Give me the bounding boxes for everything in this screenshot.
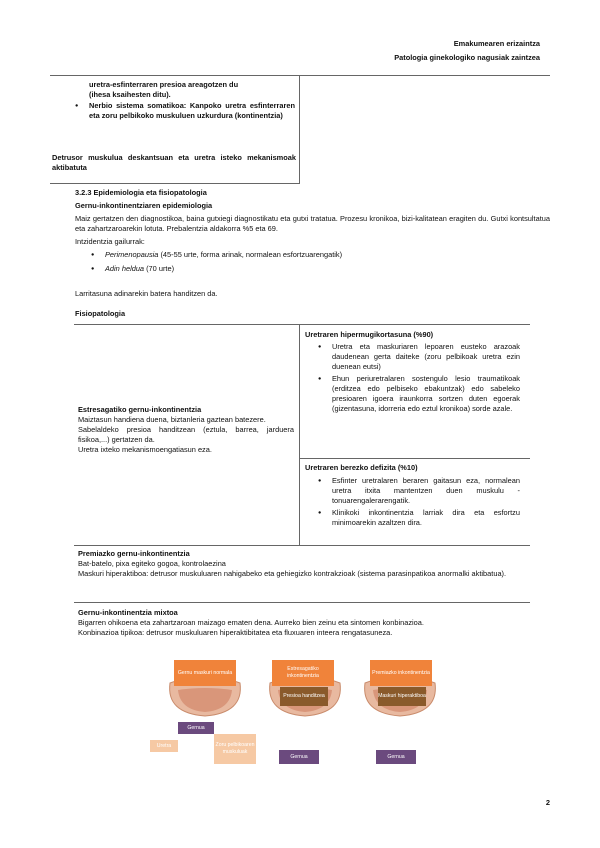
- deficit-title: Uretraren berezko defizita (%10): [305, 463, 418, 472]
- deficit-list: [318, 476, 520, 528]
- panel2-mid-label: Presioa handitzea: [280, 687, 328, 706]
- divider: [299, 324, 300, 545]
- list-item: ● Adin heldua (70 urte): [91, 264, 531, 274]
- divider: [50, 183, 300, 184]
- list-item: ● Nerbio sistema somatikoa: Kanpoko uretra esfinterraren eta zoru pelbikoko muskuluen uzkurdura (kontinentzia): [75, 101, 295, 121]
- divider: [74, 545, 530, 546]
- bladder-figure-bottom: [150, 720, 450, 766]
- list-item: ● Klinikoki inkontinentzia larriak dira eta esfortzu minimoarekin azaltzen dira.: [318, 508, 520, 528]
- panel1-top-label: Gernu maskuri normala: [174, 660, 236, 686]
- section-heading: 3.2.3 Epidemiologia eta fisiopatologia: [75, 188, 207, 197]
- header-subtitle: Patologia ginekologiko nagusiak zaintzea: [394, 53, 540, 62]
- mixed-box: Gernu-inkontinentzia mixtoa Bigarren ohikoena eta zahartzaroan maizago ematen dena. Aurreko bien zeinu eta sintomen konbinazioa. Konbinazioa tipikoa: detrusor muskuluaren hiperaktibitatea eta fluxuaren inteera rengatasuneza.: [78, 608, 548, 638]
- urgency-box: Premiazko gernu-inkontinentzia Bat-batelo, pixa egiteko gogoa, kontrolaezina Maskuri hiperaktiboa: detrusor muskuluaren nahigabeko eta gehiegizko kontrakzioak (sistema parasinpatikoa anormalki aktibatua).: [78, 549, 530, 579]
- panel3-top-label: Premiazko inkontinentzia: [370, 660, 432, 686]
- urgency-title: Premiazko gernu-inkontinentzia: [78, 549, 190, 558]
- list-item: ● Uretra eta maskuriaren lepoaren eusteko arazoak daudenean gerta daiteke (zoru pelbikoak uretra ezin duenean eutsi): [318, 342, 520, 372]
- list-item: ● Ehun periuretralaren sostengulo lesio traumatikoak (erditzea edo pelbiseko ebakuntzak) edo sabeleko presioaren igoera iraunkorra sortzen duten egoerak (gizentasuna, idorreria edo eztul kronikoa) sorde azale.: [318, 374, 520, 414]
- panel1-center-label: Gernua: [178, 722, 214, 734]
- panel2-top-label: Estresagatiko inkontinentzia: [272, 660, 334, 686]
- divider: [50, 75, 550, 76]
- mixed-title: Gernu-inkontinentzia mixtoa: [78, 608, 178, 617]
- top-box-bullet: [75, 101, 295, 121]
- panel3-bottom-label: Gernua: [376, 750, 416, 764]
- list-item: ● Esfinter uretralaren beraren gaitasun eza, normalean uretra itxita mantentzen duen muskulu - tonuarengalerarengatik.: [318, 476, 520, 506]
- stress-title: Estresagatiko gernu-inkontinentzia: [78, 405, 202, 414]
- bladder-figure: [150, 658, 450, 720]
- divider: [299, 458, 530, 459]
- panel2-bottom-label: Gernua: [279, 750, 319, 764]
- fisio-heading: Fisiopatologia: [75, 309, 126, 318]
- divider: [299, 75, 300, 183]
- severity-note: Larritasuna adinarekin batera handitzen da.: [75, 289, 218, 298]
- page-number: 2: [545, 798, 550, 807]
- divider: [74, 602, 530, 603]
- stress-box: Estresagatiko gernu-inkontinentzia Maiztasun handiena duena, biztanleria gaztean batezere. Sabelaldeko presioa handitzean (eztula, barrea, jarduera fisikoa,...) gertatzen da. Uretra ixteko mekanismoengatiasun eza.: [78, 405, 294, 454]
- peaks-intro: Intzidentzia gailurrak:: [75, 237, 145, 246]
- list-item: ● Perimenopausia (45-55 urte, forma arinak, normalean esfortzuarengatik): [91, 250, 531, 260]
- epidemiology-paragraph: Maiz gertatzen den diagnostikoa, baina gutxiegi diagnostikatu eta gutxi tratatua. Prozesu kronikoa, bizi-kalitatean eragiten du. Gutxi kontsultatua eta zahartzaroarekin lotuta. Prebalentzia aldakorra %5 eta 69.: [75, 214, 550, 233]
- divider: [74, 324, 530, 325]
- panel1-right-label: Zoru pelbikoaren muskuluak: [214, 734, 256, 764]
- peaks-list: [91, 250, 531, 274]
- sub-heading: Gernu-inkontinentziaren epidemiologia: [75, 201, 213, 210]
- panel1-left-label: Uretra: [150, 740, 178, 752]
- panel3-mid-label: Maskuri hiperaktiboa: [378, 687, 426, 706]
- hypermobility-list: [318, 342, 520, 414]
- header-title: Emakumearen erizaintza: [453, 39, 540, 48]
- top-box-continued: uretra-esfinterraren presioa areagotzen du (ihesa ksaihesten ditu).: [89, 80, 239, 99]
- hypermobility-title: Uretraren hipermugikortasuna (%90): [305, 330, 434, 339]
- detrusor-note: Detrusor muskulua deskantsuan eta uretra isteko mekanismoak aktibatuta: [52, 153, 296, 172]
